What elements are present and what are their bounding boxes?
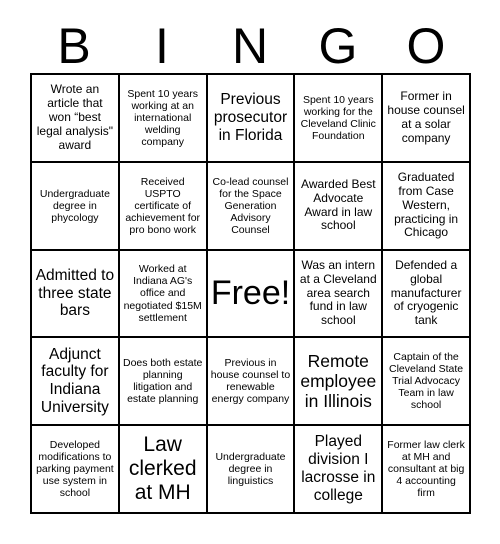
bingo-cell-i3[interactable]: Worked at Indiana AG's office and negotiated $15M settlement [119,250,207,338]
bingo-cell-o5[interactable]: Former law clerk at MH and consultant at big 4 accounting firm [382,425,470,513]
bingo-cell-o2[interactable]: Graduated from Case Western, practicing in Chicago [382,162,470,250]
header-letter-n: N [231,18,269,74]
bingo-cell-i1[interactable]: Spent 10 years working at an international welding company [119,74,207,162]
bingo-cell-free[interactable]: Free! [207,250,295,338]
bingo-cell-g5[interactable]: Played division I lacrosse in college [294,425,382,513]
bingo-grid [30,73,471,514]
bingo-cell-b2[interactable]: Undergraduate degree in phycology [31,162,119,250]
bingo-cell-b5[interactable]: Developed modifications to parking payment use system in school [31,425,119,513]
bingo-cell-g1[interactable]: Spent 10 years working for the Cleveland Clinic Foundation [294,74,382,162]
bingo-header [30,18,470,74]
bingo-cell-n1[interactable]: Previous prosecutor in Florida [207,74,295,162]
bingo-cell-n4[interactable]: Previous in house counsel to renewable energy company [207,337,295,425]
bingo-cell-i5[interactable]: Law clerked at MH [119,425,207,513]
bingo-cell-o3[interactable]: Defended a global manufacturer of cryogenic tank [382,250,470,338]
header-letter-b: B [57,18,91,74]
bingo-cell-b3[interactable]: Admitted to three state bars [31,250,119,338]
header-letter-o: O [406,18,446,74]
bingo-cell-o1[interactable]: Former in house counsel at a solar company [382,74,470,162]
bingo-cell-i4[interactable]: Does both estate planning litigation and estate planning [119,337,207,425]
bingo-cell-b4[interactable]: Adjunct faculty for Indiana University [31,337,119,425]
header-letter-i: I [155,18,169,74]
bingo-cell-i2[interactable]: Received USPTO certificate of achievement for pro bono work [119,162,207,250]
bingo-cell-o4[interactable]: Captain of the Cleveland State Trial Advocacy Team in law school [382,337,470,425]
bingo-cell-g3[interactable]: Was an intern at a Cleveland area search fund in law school [294,250,382,338]
header-letter-g: G [318,18,358,74]
bingo-cell-n5[interactable]: Undergraduate degree in linguistics [207,425,295,513]
bingo-cell-g4[interactable]: Remote employee in Illinois [294,337,382,425]
bingo-cell-b1[interactable]: Wrote an article that won “best legal analysis" award [31,74,119,162]
bingo-cell-g2[interactable]: Awarded Best Advocate Award in law school [294,162,382,250]
bingo-cell-n2[interactable]: Co-lead counsel for the Space Generation Advisory Counsel [207,162,295,250]
